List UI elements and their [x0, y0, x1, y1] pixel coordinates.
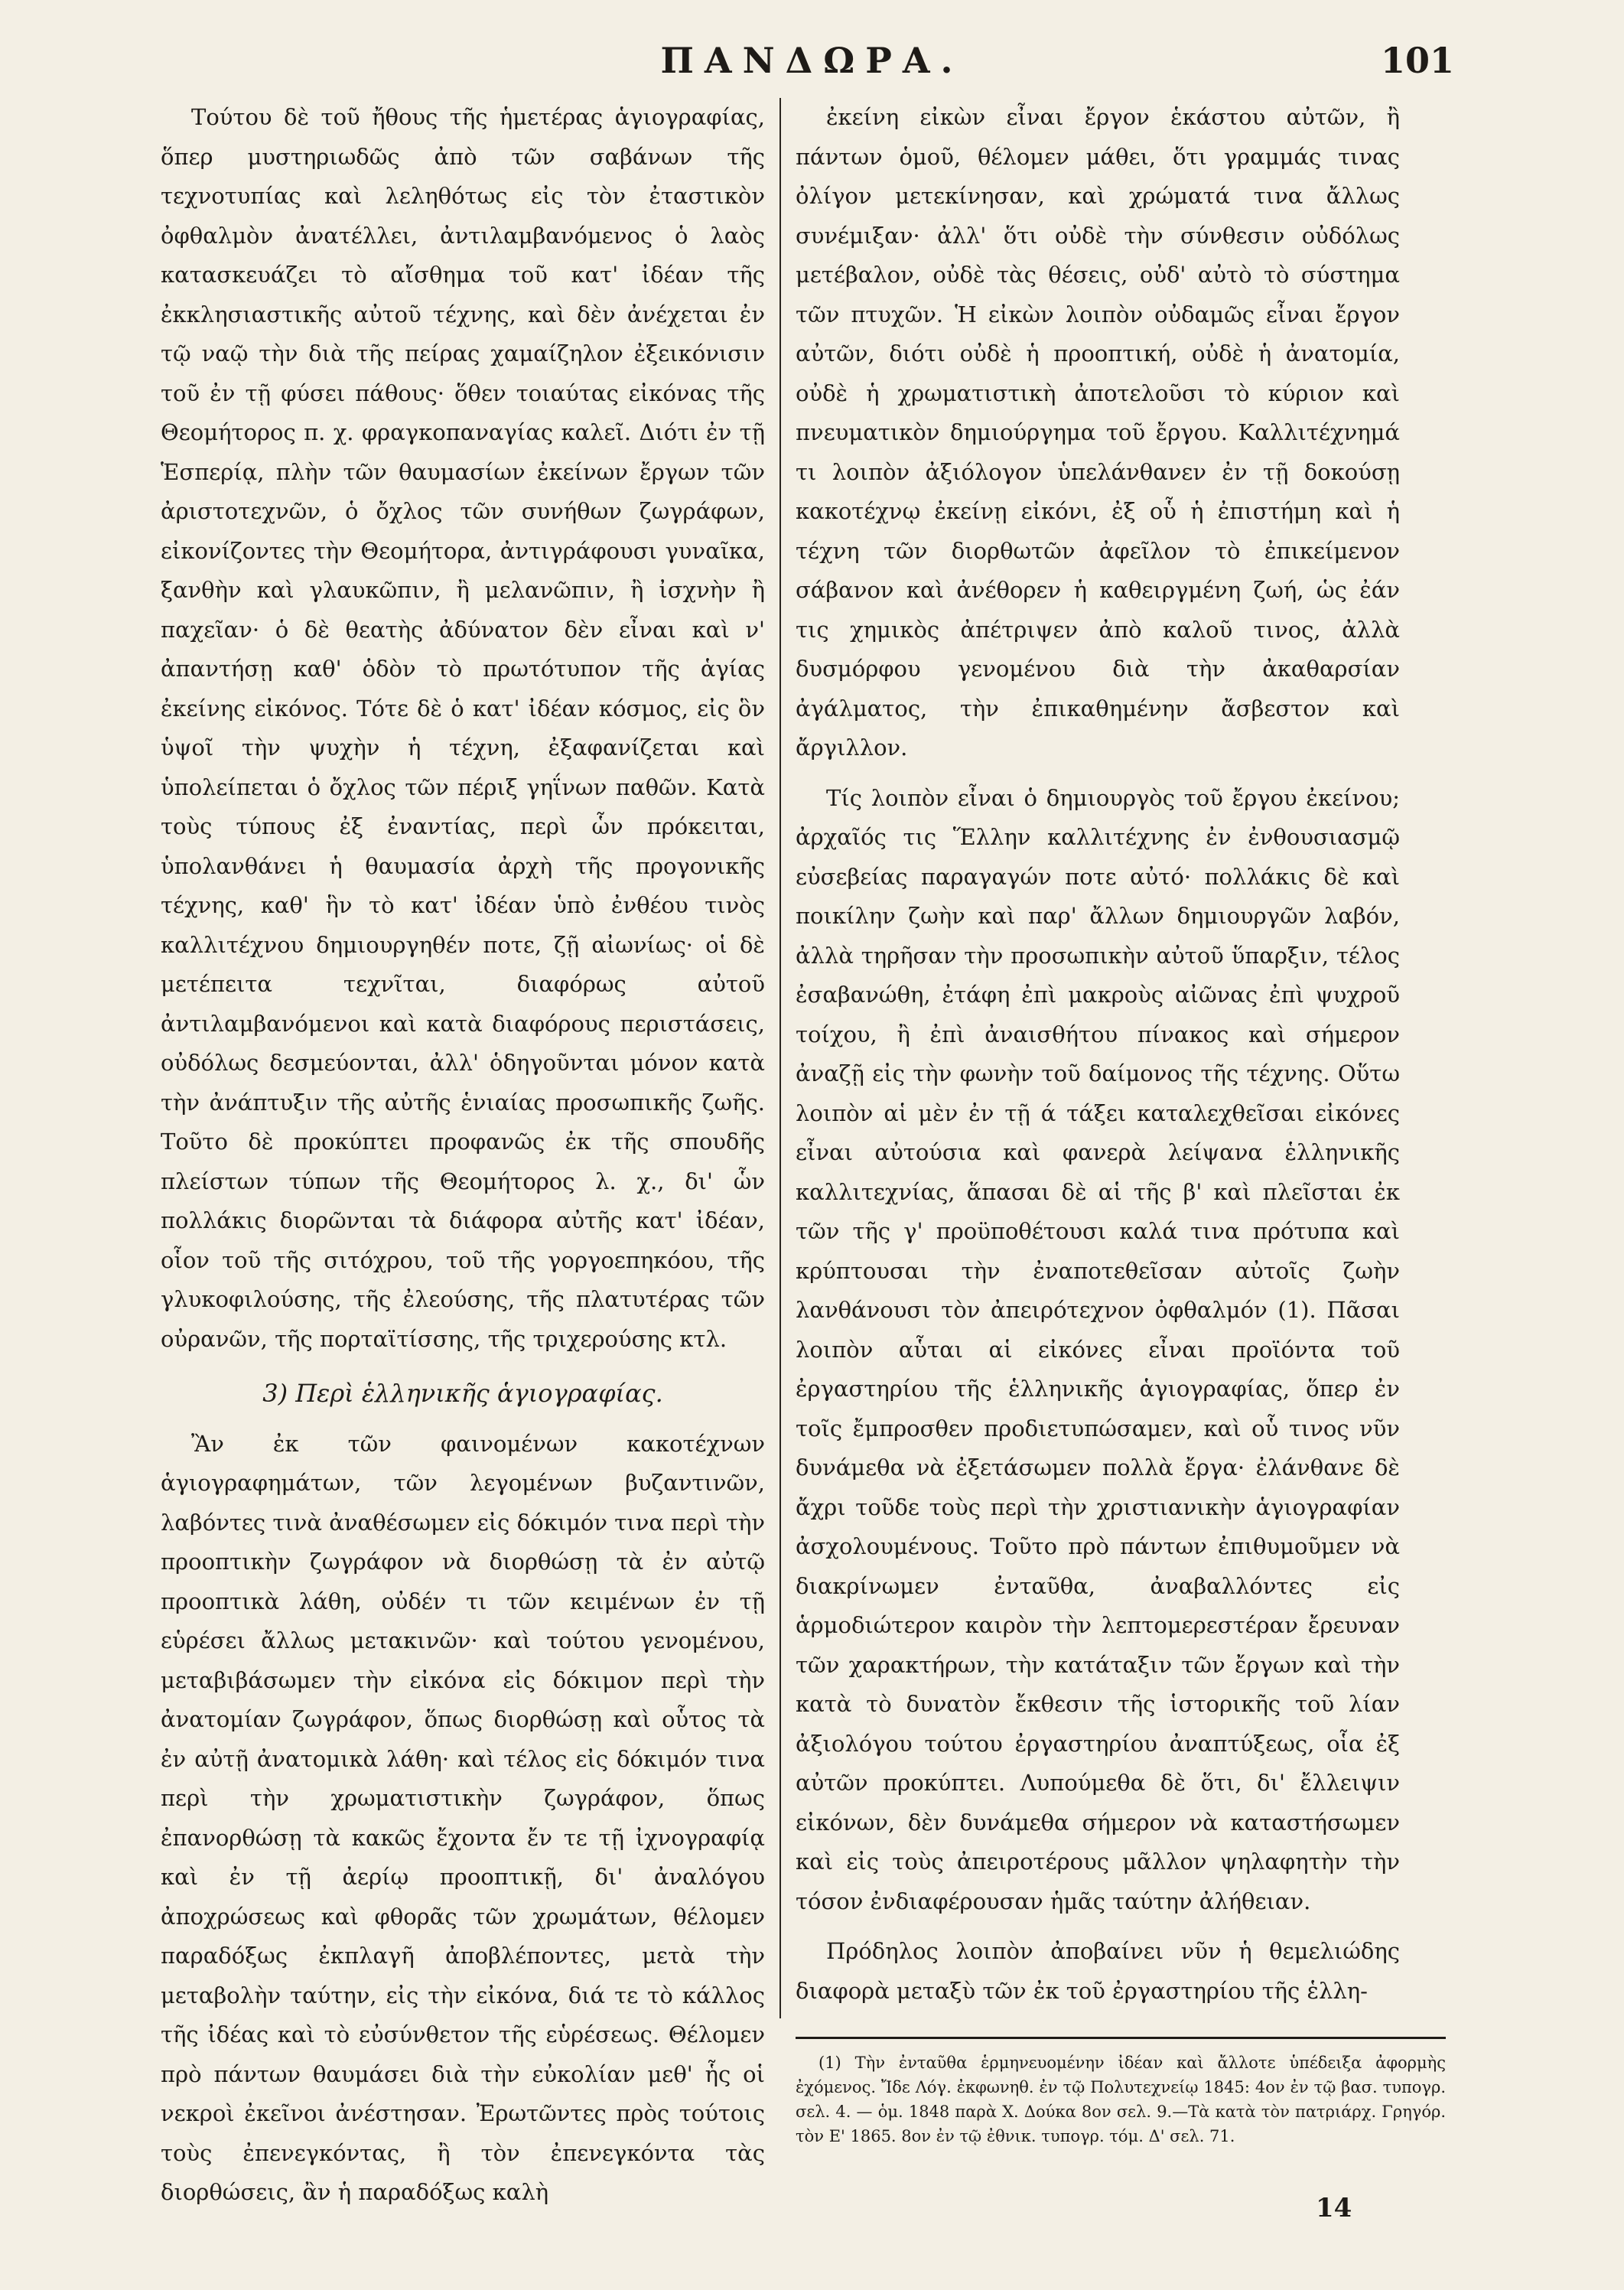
- paragraph: ἐκείνη εἰκὼν εἶναι ἔργον ἑκάστου αὐτῶν, ἢ πάντων ὁμοῦ, θέλομεν μάθει, ὅτι γραμμάς τινας ὀλίγον μετεκίνησαν, καὶ χρώματά τινα ἄλλως συνέμιξαν· ἀλλ' ὅτι οὐδὲ τὴν σύνθεσιν οὐδόλως μετέβαλον, οὐδὲ τὰς θέσεις, οὐδ' αὐτὸ τὸ σύστημα τῶν πτυχῶν. Ἡ εἰκὼν λοιπὸν οὐδαμῶς εἶναι ἔργον αὐτῶν, διότι οὐδὲ ἡ προοπτική, οὐδὲ ἡ ἀνατομία, οὐδὲ ἡ χρωματιστικὴ ἀποτελοῦσι τὸ κύριον καὶ πνευματικὸν δημιούργημα τοῦ ἔργου. Καλλιτέχνημά τι λοιπὸν ἀξιόλογον ὑπελάνθανεν ἐν τῇ δοκούσῃ κακοτέχνῳ ἐκείνῃ εἰκόνι, ἐξ οὗ ἡ ἐπιστήμη καὶ ἡ τέχνη τῶν διορθωτῶν ἀφεῖλον τὸ ἐπικείμενον σάβανον καὶ ἀνέθορεν ἡ καθειργμένη ζωή, ὡς ἐάν τις χημικὸς ἀπέτριψεν ἀπὸ καλοῦ τινος, ἀλλὰ δυσμόρφου γενομένου διὰ τὴν ἀκαθαρσίαν ἀγάλματος, τὴν ἐπικαθημένην ἄσβεστον καὶ ἄργιλλον.: [796, 104, 1400, 761]
- paragraph: Ἂν ἐκ τῶν φαινομένων κακοτέχνων ἁγιογραφημάτων, τῶν λεγομένων βυζαντινῶν, λαβόντες τινὰ ἀναθέσωμεν εἰς δόκιμόν τινα περὶ τὴν προοπτικὴν ζωγράφον νὰ διορθώσῃ τὰ ἐν αὐτῷ προοπτικὰ λάθη, οὐδέν τι τῶν κειμένων ἐν τῇ εὑρέσει ἄλλως μετακινῶν· καὶ τούτου γενομένου, μεταβιβάσωμεν τὴν εἰκόνα εἰς δόκιμον περὶ τὴν ἀνατομίαν ζωγράφον, ὅπως διορθώσῃ καὶ οὗτος τὰ ἐν αὐτῇ ἀνατομικὰ λάθη· καὶ τέλος εἰς δόκιμόν τινα περὶ τὴν χρωματιστικὴν ζωγράφον, ὅπως ἐπανορθώσῃ τὰ κακῶς ἔχοντα ἔν τε τῇ ἰχνογραφίᾳ καὶ ἐν τῇ ἀερίῳ προοπτικῇ, δι' ἀναλόγου ἀποχρώσεως καὶ φθορᾶς τῶν χρωμάτων, θέλομεν παραδόξως ἐκπλαγῆ ἀποβλέποντες, μετὰ τὴν μεταβολὴν ταύτην, εἰς τὴν εἰκόνα, διά τε τὸ κάλλος τῆς ἰδέας καὶ τὸ εὐσύνθετον τῆς εὑρέσεως. Θέλομεν πρὸ πάντων θαυμάσει διὰ τὴν εὐκολίαν μεθ' ἧς οἱ νεκροὶ ἐκεῖνοι ἀνέστησαν. Ἐρωτῶντες πρὸς τούτοις τοὺς ἐπενεγκόντας, ἢ τὸν ἐπενεγκόντα τὰς διορθώσεις, ἂν ἡ παραδόξως καλὴ: [161, 1430, 765, 2205]
- page-header: [0, 40, 1624, 86]
- signature-mark: 14: [1316, 2193, 1352, 2223]
- footnote: (1) Τὴν ἐνταῦθα ἑρμηνευομένην ἰδέαν καὶ ἄλλοτε ὑπέδειξα ἀφορμὴς ἐχόμενος. Ἴδε Λόγ. ἐκφωνηθ. ἐν τῷ Πολυτεχνείῳ 1845: 4ον ἐν τῷ βασ. τυπογρ. σελ. 4. — ὁμ. 1848 παρὰ Χ. Δούκα 8ον σελ. 9.—Τὰ κατὰ τὸν πατριάρχ. Γρηγόρ. τὸν Ε' 1865. 8ον ἐν τῷ ἐθνικ. τυπογρ. τόμ. Δ' σελ. 71.: [796, 2054, 1446, 2145]
- paragraph: Πρόδηλος λοιπὸν ἀποβαίνει νῦν ἡ θεμελιώδης διαφορὰ μεταξὺ τῶν ἐκ τοῦ ἐργαστηρίου τῆς ἑλλη-: [796, 1938, 1400, 2004]
- column-divider: [779, 98, 781, 2018]
- paragraph: Τούτου δὲ τοῦ ἤθους τῆς ἡμετέρας ἁγιογραφίας, ὅπερ μυστηριωδῶς ἀπὸ τῶν σαβάνων τῆς τεχνοτυπίας καὶ λεληθότως εἰς τὸν ἐταστικὸν ὀφθαλμὸν ἀνατέλλει, ἀντιλαμβανόμενος ὁ λαὸς κατασκευάζει τὸ αἴσθημα τοῦ κατ' ἰδέαν τῆς ἐκκλησιαστικῆς αὐτοῦ τέχνης, καὶ δὲν ἀνέχεται ἐν τῷ ναῷ τὴν διὰ τῆς πείρας χαμαίζηλον ἐξεικόνισιν τοῦ ἐν τῇ φύσει πάθους· ὅθεν τοιαύτας εἰκόνας τῆς Θεομήτορος π. χ. φραγκοπαναγίας καλεῖ. Διότι ἐν τῇ Ἑσπερίᾳ, πλὴν τῶν θαυμασίων ἐκείνων ἔργων τῶν ἀριστοτεχνῶν, ὁ ὄχλος τῶν συνήθων ζωγράφων, εἰκονίζοντες τὴν Θεομήτορα, ἀντιγράφουσι γυναῖκα, ξανθὴν καὶ γλαυκῶπιν, ἢ μελανῶπιν, ἢ ἰσχνὴν ἢ παχεῖαν· ὁ δὲ θεατὴς ἀδύνατον δὲν εἶναι καὶ ν' ἀπαντήσῃ καθ' ὁδὸν τὸ πρωτότυπον τῆς ἁγίας ἐκείνης εἰκόνος. Τότε δὲ ὁ κατ' ἰδέαν κόσμος, εἰς ὃν ὑψοῖ τὴν ψυχὴν ἡ τέχνη, ἐξαφανίζεται καὶ ὑπολείπεται ὁ ὄχλος τῶν πέριξ γηΐνων παθῶν. Κατὰ τοὺς τύπους ἐξ ἐναντίας, περὶ ὧν πρόκειται, ὑπολανθάνει ἡ θαυμασία ἀρχὴ τῆς προγονικῆς τέχνης, καθ' ἣν τὸ κατ' ἰδέαν ὑπὸ ἐνθέου τινὸς καλλιτέχνου δημιουργηθέν ποτε, ζῇ αἰωνίως· οἱ δὲ μετέπειτα τεχνῖται, διαφόρως αὐτοῦ ἀντιλαμβανόμενοι καὶ κατὰ διαφόρους περιστάσεις, οὐδόλως δεσμεύονται, ἀλλ' ὁδηγοῦνται μόνον κατὰ τὴν ἀνάπτυξιν τῆς αὐτῆς ἑνιαίας προσωπικῆς ζωῆς. Τοῦτο δὲ προκύπτει προφανῶς ἐκ τῆς σπουδῆς πλείστων τύπων τῆς Θεομήτορος λ. χ., δι' ὧν πολλάκις διορῶνται τὰ διάφορα αὐτῆς κατ' ἰδέαν, οἷον τοῦ τῆς σιτόχρου, τοῦ τῆς γοργοεπηκόου, τῆς γλυκοφιλούσης, τῆς ἐλεούσης, τῆς πλατυτέρας τῶν οὐρανῶν, τῆς πορταϊτίσσης, τῆς τριχερούσης κτλ.: [161, 104, 765, 1352]
- paragraph: Τίς λοιπὸν εἶναι ὁ δημιουργὸς τοῦ ἔργου ἐκείνου; ἀρχαῖός τις Ἕλλην καλλιτέχνης ἐν ἐνθουσιασμῷ εὐσεβείας παραγαγών ποτε αὐτό· πολλάκις δὲ καὶ ποικίλην ζωὴν καὶ παρ' ἄλλων δημιουργῶν λαβόν, ἀλλὰ τηρῆσαν τὴν προσωπικὴν αὐτοῦ ὕπαρξιν, τέλος ἐσαβανώθη, ἐτάφη ἐπὶ μακροὺς αἰῶνας ἐπὶ ψυχροῦ τοίχου, ἢ ἐπὶ ἀναισθήτου πίνακος καὶ σήμερον ἀναζῇ εἰς τὴν φωνὴν τοῦ δαίμονος τῆς τέχνης. Οὕτω λοιπὸν αἱ μὲν ἐν τῇ ά τάξει καταλεχθεῖσαι εἰκόνες εἶναι αὐτούσια καὶ φανερὰ λείψανα ἑλληνικῆς καλλιτεχνίας, ἅπασαι δὲ αἱ τῆς β' καὶ πλεῖσται ἐκ τῶν τῆς γ' προϋποθέτουσι καλά τινα πρότυπα καὶ κρύπτουσαι τὴν ἐναποτεθεῖσαν αὐτοῖς ζωὴν λανθάνουσι τὸν ἀπειρότεχνον ὀφθαλμόν (1). Πᾶσαι λοιπὸν αὗται αἱ εἰκόνες εἶναι προϊόντα τοῦ ἐργαστηρίου τῆς ἑλληνικῆς ἁγιογραφίας, ὅπερ ἐν τοῖς ἔμπροσθεν προδιετυπώσαμεν, καὶ οὗ τινος νῦν δυνάμεθα νὰ ἐξετάσωμεν πολλὰ ἔργα· ἐλάνθανε δὲ ἄχρι τοῦδε τοὺς περὶ τὴν χριστιανικὴν ἁγιογραφίαν ἀσχολουμένους. Τοῦτο πρὸ πάντων ἐπιθυμοῦμεν νὰ διακρίνωμεν ἐνταῦθα, ἀναβαλλόντες εἰς ἁρμοδιώτερον καιρὸν τὴν λεπτομερεστέραν ἔρευναν τῶν χαρακτήρων, τὴν κατάταξιν τῶν ἔργων καὶ τὴν κατὰ τὸ δυνατὸν ἔκθεσιν τῆς ἱστορικῆς τοῦ λίαν ἀξιολόγου τούτου ἐργαστηρίου ἀναπτύξεως, οἷα ἐξ αὐτῶν προκύπτει. Λυπούμεθα δὲ ὅτι, δι' ἔλλειψιν εἰκόνων, δὲν δυνάμεθα σήμερον νὰ καταστήσωμεν καὶ εἰς τοὺς ἀπειροτέρους μᾶλλον ψηλαφητὴν τὴν τόσον ἐνδιαφέρουσαν ἡμᾶς ταύτην ἀλήθειαν.: [796, 784, 1400, 1914]
- right-column: [796, 98, 1400, 2011]
- running-title: ΠΑΝΔΩΡΑ.: [660, 40, 964, 81]
- page-number: 101: [1380, 40, 1454, 81]
- left-column: [161, 98, 765, 2213]
- footnote-rule: [796, 2037, 1446, 2039]
- section-heading: 3) Περὶ ἑλληνικῆς ἁγιογραφίας.: [262, 1379, 663, 1408]
